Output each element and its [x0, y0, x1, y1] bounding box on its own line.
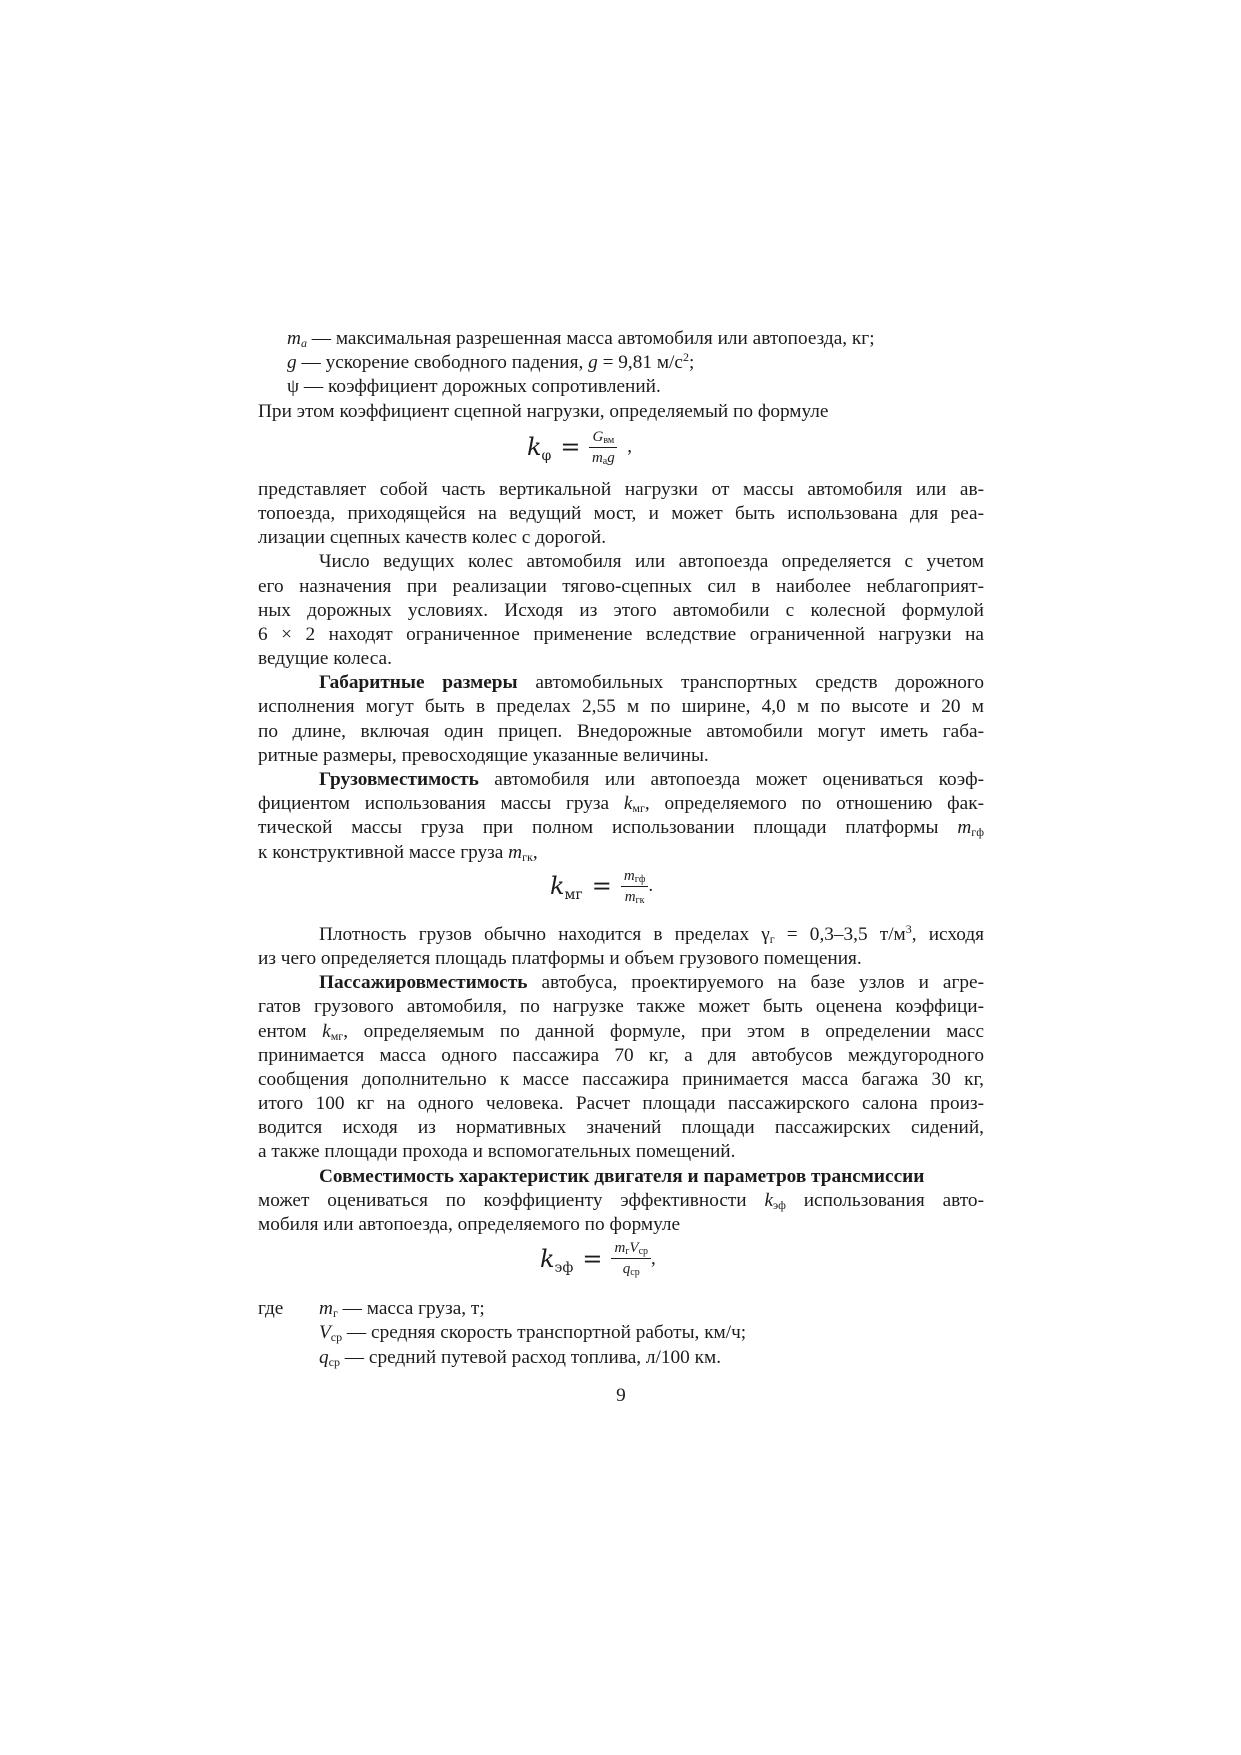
- formula-k-phi: $k_\varphi$ = $\frac{G_{вм}}{m_ag}$ ,: [527, 428, 632, 467]
- p2-line: ных дорожных условиях. Исходя из этого автомобили с колесной формулой: [258, 599, 984, 621]
- def-ma: $m_a$ — максимальная разрешенная масса автомобиля или автопоезда, кг;: [287, 328, 875, 350]
- page-number: 9: [616, 1384, 626, 1406]
- p3-line: ритные размеры, превосходящие указанные величины.: [258, 744, 709, 766]
- p7-line: может оцениваться по коэффициенту эффективности $k_{эф}$ использования авто-: [258, 1189, 984, 1212]
- p2-line: Число ведущих колес автомобиля или автопоезда определяется с учетом: [319, 551, 984, 573]
- page-body: [258, 327, 984, 1408]
- p6-line: ентом $k_{мг}$, определяемым по данной формуле, при этом в определении масс: [258, 1020, 985, 1043]
- p4-line: Грузовместимость автомобиля или автопоезда может оцениваться коэф-: [319, 769, 984, 790]
- p6-line: водится исходя из нормативных значений площади пассажирских сидений,: [258, 1117, 984, 1139]
- p6-line: гатов грузового автомобиля, по нагрузке также может быть оценена коэффици-: [258, 996, 984, 1018]
- p6-line: итого 100 кг на одного человека. Расчет площади пассажирского салона произ-: [258, 1093, 984, 1115]
- p5-line: из чего определяется площадь платформы и объем грузового помещения.: [258, 947, 862, 969]
- term-dimensions: Габаритные размеры: [319, 672, 518, 694]
- term-passenger-capacity: Пассажировместимость: [319, 972, 528, 994]
- p1-line: топоезда, приходящейся на ведущий мост, и может быть использована для реа-: [258, 502, 984, 524]
- p4-line: к конструктивной массе груза $m_{гк}$,: [258, 841, 538, 864]
- p2-line: ведущие колеса.: [258, 648, 392, 670]
- p6-line: Пассажировместимость автобуса, проектируемого на базе узлов и агре-: [319, 972, 984, 994]
- p6-line: принимается масса одного пассажира 70 кг, а для автобусов междугородного: [258, 1044, 984, 1066]
- formula-k-mg: $k_{мг}$ = $\frac{m_{гф}}{m_{гк}}$ .: [550, 867, 654, 906]
- p3-line: по длине, включая один прицеп. Внедорожные автомобили могут иметь габа-: [258, 720, 984, 742]
- term-cargo-capacity: Грузовместимость: [319, 769, 479, 790]
- p2-line: его назначения при реализации тягово-сцепных сил в наиболее неблагоприят-: [258, 575, 984, 597]
- p5-line: Плотность грузов обычно находится в пределах $\gamma_г = 0,3-3,5$ $т/м^3$, исходя: [319, 921, 985, 946]
- p7-line: [258, 1165, 984, 1189]
- where-label: где: [258, 1298, 284, 1320]
- term-compatibility: Совместимость характеристик двигателя и параметров трансмиссии: [319, 1165, 925, 1187]
- formula-k-ef: $k_{эф}$ = $\frac{m_гV_{ср}}{q_{ср}}$ ,: [540, 1240, 656, 1279]
- p2-line: 6 × 2 находят ограниченное применение вследствие ограниченной нагрузки на: [258, 623, 984, 645]
- p6-line: а также площади прохода и вспомогательных помещений.: [258, 1141, 736, 1163]
- def-mg: где $m_г$ — масса груза, т;: [258, 1298, 485, 1321]
- def-psi: ψ — коэффициент дорожных сопротивлений.: [287, 376, 661, 398]
- def-g: g — ускорение свободного падения, g = 9,81 $м/с^2$;: [287, 350, 695, 374]
- p4-line: фициентом использования массы груза $k_{мг}$, определяемого по отношению фак-: [258, 793, 984, 816]
- p7-line: мобиля или автопоезда, определяемого по формуле: [258, 1214, 681, 1235]
- p1-line: лизации сцепных качеств колес с дорогой.: [258, 527, 607, 549]
- p4-line: тической массы груза при полном использовании площади платформы $m_{гф}$: [258, 817, 984, 840]
- p3-line: исполнения могут быть в пределах 2,55 м по ширине, 4,0 м по высоте и 20 м: [258, 696, 984, 718]
- p3-line: Габаритные размеры автомобильных транспортных средств дорожного: [319, 672, 984, 694]
- def-vsr: $V_{ср}$ — средняя скорость транспортной работы, км/ч;: [319, 1322, 747, 1345]
- p1-line: представляет собой часть вертикальной нагрузки от массы автомобиля или ав-: [258, 478, 984, 500]
- p6-line: сообщения дополнительно к массе пассажира принимается масса багажа 30 кг,: [258, 1068, 984, 1090]
- def-qsr: $q_{ср}$ — средний путевой расход топлива, л/100 км.: [319, 1346, 722, 1369]
- paragraph-intro: При этом коэффициент сцепной нагрузки, определяемый по формуле: [258, 400, 829, 422]
